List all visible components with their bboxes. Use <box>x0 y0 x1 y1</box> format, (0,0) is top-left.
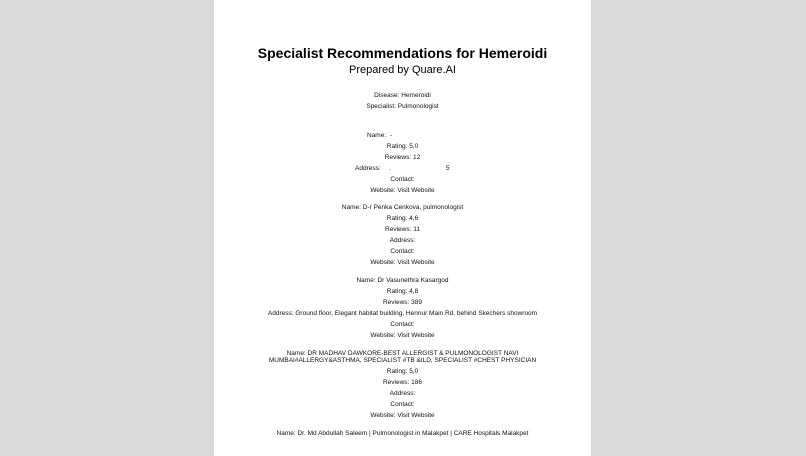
reviews-label: Reviews: <box>384 154 412 161</box>
name-label: Name: <box>276 430 296 437</box>
reviews-value: 186 <box>411 379 423 386</box>
address-label: Address: <box>355 165 381 172</box>
document-page <box>214 0 591 456</box>
specialist-value: Pulmonologist <box>397 103 439 110</box>
rating-label: Rating: <box>386 288 408 295</box>
rating-label: Rating: <box>386 143 408 150</box>
disease-label: Disease: <box>374 92 400 99</box>
doctor-name-line <box>214 350 591 364</box>
website-label: Website: <box>370 332 396 339</box>
disease-line <box>214 92 591 99</box>
reviews-value: 12 <box>412 154 421 161</box>
doctor-rating <box>214 215 591 222</box>
contact-label: Contact: <box>390 401 415 408</box>
doctor-website <box>214 187 591 194</box>
address-value-left: . <box>389 165 391 172</box>
specialist-line <box>214 103 591 110</box>
disease-value: Hemeroidi <box>401 92 431 99</box>
name-label: Name: <box>286 350 306 357</box>
doctor-reviews <box>214 299 591 306</box>
doctor-name: D-r Penka Cenkova, pulmonologist <box>362 204 464 211</box>
name-label: Name: <box>356 277 376 284</box>
website-label: Website: <box>370 187 396 194</box>
specialist-label: Specialist: <box>366 103 396 110</box>
doctor-name-line <box>214 277 591 284</box>
doctor-address <box>214 390 591 397</box>
doctor-name: DR MADHAV DAWKORE-BEST ALLERGIST & PULMONOLOGIST NAVI MUMBAI#ALLERGY&ASTHMA, SPECIALIST #TB &ILD, SPECIALIST #CHEST PHYSICIAN <box>268 350 537 364</box>
doctor-address <box>214 237 591 244</box>
page-title: Specialist Recommendations for Hemeroidi <box>257 45 548 61</box>
reviews-label: Reviews: <box>382 379 410 386</box>
doctor-reviews <box>214 226 591 233</box>
doctor-website <box>214 412 591 419</box>
address-label: Address: <box>389 390 416 397</box>
rating-value: 4,6 <box>409 215 419 222</box>
doctor-address <box>214 310 591 317</box>
website-link[interactable]: Visit Website <box>397 187 435 194</box>
website-link[interactable]: Visit Website <box>397 412 435 419</box>
website-label: Website: <box>370 412 396 419</box>
doctor-website <box>214 259 591 266</box>
rating-value: 5,0 <box>409 368 419 375</box>
reviews-value: 11 <box>413 226 420 233</box>
rating-value: 4,8 <box>409 288 419 295</box>
reviews-label: Reviews: <box>385 226 412 233</box>
doctor-website <box>214 332 591 339</box>
rating-value: 5,0 <box>409 143 419 150</box>
reviews-label: Reviews: <box>382 299 410 306</box>
rating-label: Rating: <box>386 368 408 375</box>
doctor-name: Dr. Md Abdullah Saleem | Pulmonologist in Malakpet | CARE Hospitals Malakpet <box>297 430 529 437</box>
doctor-rating <box>214 368 591 375</box>
rating-label: Rating: <box>386 215 408 222</box>
address-value: Ground floor, Elegant habitat building, Hennur Main Rd, behind Skechers showroom <box>295 310 538 317</box>
website-label: Website: <box>370 259 396 266</box>
doctor-contact <box>214 401 591 408</box>
website-link[interactable]: Visit Website <box>397 332 435 339</box>
page-subtitle: Prepared by Quare.AI <box>348 64 456 76</box>
name-label: Name: <box>341 204 361 211</box>
doctor-contact <box>214 321 591 328</box>
doctor-name-line <box>214 430 591 437</box>
doctor-name-label: Name: <box>367 132 387 139</box>
doctor-reviews <box>214 154 591 161</box>
address-label: Address: <box>389 237 416 244</box>
doctor-name: Dr Vasunethra Kasargod <box>377 277 449 284</box>
doctor-contact <box>214 248 591 255</box>
reviews-value: 389 <box>411 299 423 306</box>
address-value-right: 5 <box>446 165 450 172</box>
doctor-rating <box>214 143 591 150</box>
doctor-reviews <box>214 379 591 386</box>
doctor-rating <box>214 288 591 295</box>
doctor-contact <box>214 176 591 183</box>
contact-label: Contact: <box>390 176 415 183</box>
contact-label: Contact: <box>390 321 415 328</box>
doctor-name-line <box>214 204 591 211</box>
website-link[interactable]: Visit Website <box>397 259 435 266</box>
address-label: Address: <box>267 310 294 317</box>
doctor-name: - <box>390 132 393 139</box>
contact-label: Contact: <box>390 248 415 255</box>
